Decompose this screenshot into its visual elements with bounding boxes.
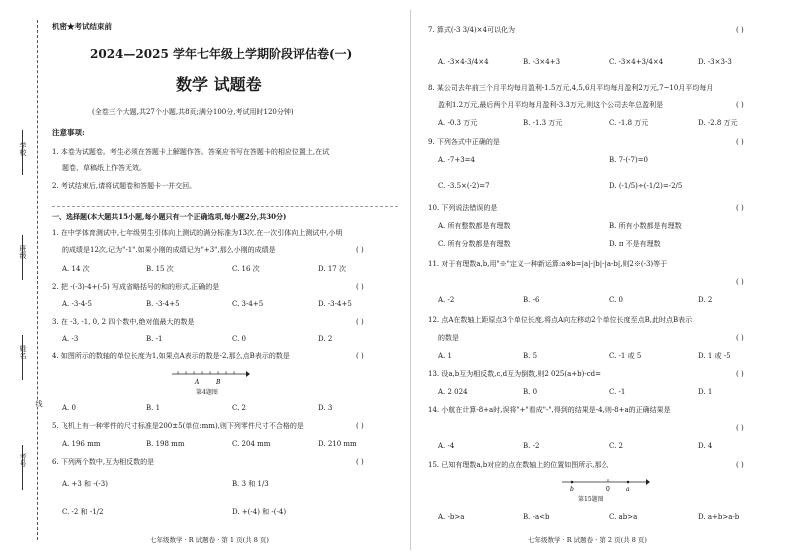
question-1-cont: 的成绩是12次,记为"-1".如果小刚的成绩记为"+3",那么小刚的成绩是	[62, 246, 276, 254]
answer-paren: ( )	[736, 424, 744, 432]
exam-title: 2024—2025 学年七年级上学期阶段评估卷(一)	[90, 47, 353, 61]
page-footer-left: 七年级数学 · R 试题卷 · 第 1 页(共 8 页)	[150, 536, 269, 544]
q4-point-b-label: B	[216, 379, 221, 386]
question-5: 5. 飞机上有一种零件的尺寸标准是200±5(单位:mm),则下列零件尺寸不合格的是	[52, 422, 304, 430]
notice-divider	[52, 206, 398, 207]
subject-title: 数学 试题卷	[176, 75, 262, 94]
question-12: 12. 点A在数轴上距原点3个单位长度,将点A向左移动2个单位长度至点B,此时点B表示	[428, 316, 693, 324]
q7-option-d: D. -3×3-3	[698, 58, 732, 66]
q10-option-c: C. 所有分数都是有理数	[438, 240, 511, 248]
binding-label-school: 学校	[19, 142, 27, 156]
page-divider	[410, 10, 411, 550]
q15-point-b-label: b	[570, 486, 574, 493]
binding-label-class: 班级	[19, 245, 27, 259]
q4-option-b: B. 1	[146, 404, 161, 412]
q1-option-c: C. 16 次	[232, 265, 260, 273]
q9-option-d: D. (-1/5)÷(-1/2)=-2/5	[609, 182, 683, 190]
q3-option-a: A. -3	[62, 335, 79, 343]
notice-2: 2. 考试结束后,请将试题卷和答题卡一并交回。	[52, 182, 197, 190]
q10-option-a: A. 所有整数都是有理数	[438, 222, 511, 230]
q6-option-a: A. +3 和 -(-3)	[62, 480, 108, 488]
q4-figure-caption: 第4题图	[196, 389, 218, 396]
binding-label-exam-number: 考号	[19, 453, 27, 467]
question-3: 3. 在 -3, -1, 0, 2 四个数中,绝对值最大的数是	[52, 318, 195, 326]
q7-option-b: B. -3×4+3	[523, 58, 561, 66]
q6-option-b: B. 3 和 1/3	[232, 480, 269, 488]
answer-paren: ( )	[356, 458, 364, 466]
q2-option-d: D. -3-4+5	[318, 300, 352, 308]
q14-option-b: B. -2	[523, 442, 540, 450]
q15-point-a-label: a	[626, 486, 630, 493]
answer-paren: ( )	[356, 246, 364, 254]
exam-info: (全卷三个大题,共27个小题,共8页;满分100分,考试用时120分钟)	[92, 108, 294, 116]
q14-option-a: A. -4	[438, 442, 455, 450]
q14-option-d: D. 4	[698, 442, 713, 450]
q3-option-c: C. 0	[232, 335, 247, 343]
question-1: 1. 在中学体育测试中,七年级男生引体向上测试的满分标准为13次.在一次引体向上测试中,小明	[52, 229, 343, 237]
answer-paren: ( )	[356, 422, 364, 430]
q11-option-d: D. 2	[698, 296, 713, 304]
q15-option-d: D. a+b>a-b	[698, 513, 740, 521]
q8-option-a: A. -0.3 万元	[438, 119, 478, 127]
answer-paren: ( )	[736, 26, 744, 34]
q3-option-b: B. -1	[146, 335, 163, 343]
q1-option-d: D. 17 次	[318, 265, 346, 273]
q12-option-d: D. 1 或 -5	[698, 352, 731, 360]
q4-option-d: D. 3	[318, 404, 333, 412]
q5-option-d: D. 210 mm	[318, 440, 357, 448]
answer-paren: ( )	[356, 318, 364, 326]
q6-option-c: C. -2 和 -1/2	[62, 508, 104, 516]
answer-paren: ( )	[736, 461, 744, 469]
q2-option-c: C. 3-4+5	[232, 300, 264, 308]
question-9: 9. 下列各式中正确的是	[428, 138, 500, 146]
notice-1-cont: 题卷、草稿纸上作答无效。	[62, 164, 146, 172]
q1-option-b: B. 15 次	[146, 265, 174, 273]
question-11: 11. 对于有理数a,b,用"※"定义一种新运算:a※b=|a|-|b|-|a-b|,则2※(-3)等于	[428, 260, 668, 268]
q7-option-c: C. -3×4+3/4×4	[609, 58, 664, 66]
q13-option-a: A. 2 024	[438, 388, 468, 396]
q4-option-a: A. 0	[62, 404, 76, 412]
q5-option-a: A. 196 mm	[62, 440, 101, 448]
q13-option-d: D. 1	[698, 388, 713, 396]
answer-paren: ( )	[736, 138, 744, 146]
q5-option-c: C. 204 mm	[232, 440, 271, 448]
q13-option-b: B. 0	[523, 388, 538, 396]
q8-option-d: D. -2.8 万元	[698, 119, 738, 127]
q13-option-c: C. -1	[609, 388, 626, 396]
q10-option-b: B. 所有小数都是有理数	[609, 222, 682, 230]
q4-point-a-label: A	[195, 379, 200, 386]
question-7: 7. 算式(-3 3/4)×4可以化为	[428, 26, 515, 34]
question-4: 4. 如图所示的数轴的单位长度为1,如果点A表示的数是-2,那么点B表示的数是	[52, 352, 290, 360]
q8-option-b: B. -1.3 万元	[523, 119, 563, 127]
q3-option-d: D. 2	[318, 335, 333, 343]
question-2: 2. 把 -(-3)-4+(-5) 写成省略括号的和的形式,正确的是	[52, 283, 220, 291]
q12-option-c: C. -1 或 5	[609, 352, 642, 360]
q15-figure-caption: 第15题图	[578, 496, 604, 503]
answer-paren: ( )	[356, 352, 364, 360]
binding-margin	[0, 0, 43, 558]
answer-paren: ( )	[356, 283, 364, 291]
notice-1: 1. 本卷为试题卷。考生必须在答题卡上解题作答。答案应书写在答题卡的相应位置上,在试	[52, 148, 330, 156]
q15-option-a: A. -b>a	[438, 513, 465, 521]
question-8: 8. 某公司去年前三个月平均每月盈利-1.5万元,4,5,6月平均每月盈利2万元,7~10月平均每月	[428, 84, 714, 92]
q2-option-b: B. -3-4+5	[146, 300, 180, 308]
q9-option-b: B. 7-(-7)=0	[609, 156, 649, 164]
q11-option-a: A. -2	[438, 296, 455, 304]
secret-label: 机密★考试结束前	[52, 22, 112, 31]
section-heading: 一、选择题(本大题共15小题,每小题只有一个正确选项,每小题2分,共30分)	[52, 212, 287, 221]
question-13: 13. 设a,b互为相反数,c,d互为倒数,则2 025(a+b)-cd=	[428, 370, 601, 378]
q15-option-b: B. -a<b	[523, 513, 550, 521]
q11-option-c: C. 0	[609, 296, 624, 304]
binding-label-line: 线	[35, 400, 43, 407]
question-10: 10. 下列说法错误的是	[428, 204, 498, 212]
q4-number-line	[170, 366, 250, 386]
binding-cut-line	[37, 20, 38, 540]
binding-label-name: 姓名	[19, 345, 27, 359]
page-footer-right: 七年级数学 · R 试题卷 · 第 2 页(共 8 页)	[528, 536, 647, 544]
q10-option-d: D. π 不是有理数	[609, 240, 661, 248]
q9-option-a: A. -7+3=4	[438, 156, 475, 164]
q2-option-a: A. -3-4-5	[62, 300, 92, 308]
q15-option-c: C. ab>a	[609, 513, 638, 521]
answer-paren: ( )	[736, 334, 744, 342]
q7-option-a: A. -3×4-3/4×4	[438, 58, 489, 66]
question-6: 6. 下列两个数中,互为相反数的是	[52, 458, 155, 466]
question-12-cont: 的数是	[438, 334, 459, 342]
q5-option-b: B. 198 mm	[146, 440, 185, 448]
q11-option-b: B. -6	[523, 296, 540, 304]
question-14: 14. 小航在计算-8+a时,误将"+"看成"-",得到的结果是-4,则-8+a的正确结果是	[428, 406, 671, 414]
answer-paren: ( )	[736, 278, 744, 286]
question-15: 15. 已知有理数a,b对应的点在数轴上的位置如图所示,那么	[428, 461, 609, 469]
answer-paren: ( )	[736, 370, 744, 378]
binding-underline	[22, 445, 23, 490]
q12-option-a: A. 1	[438, 352, 452, 360]
answer-paren: ( )	[736, 204, 744, 212]
q1-option-a: A. 14 次	[62, 265, 90, 273]
q14-option-c: C. 2	[609, 442, 624, 450]
q15-origin-label: 0	[606, 486, 610, 493]
q12-option-b: B. 5	[523, 352, 538, 360]
q8-option-c: C. -1.8 万元	[609, 119, 649, 127]
q15-number-line	[560, 476, 650, 496]
answer-paren: ( )	[736, 101, 744, 109]
q9-option-c: C. -3.5×(-2)=7	[438, 182, 490, 190]
question-8-cont: 盈利1.2万元,最后两个月平均每月盈利-3.3万元,则这个公司去年总盈利是	[438, 101, 664, 109]
notice-heading: 注意事项:	[52, 128, 85, 137]
q4-option-c: C. 2	[232, 404, 247, 412]
q6-option-d: D. +(-4) 和 -(-4)	[232, 508, 287, 516]
